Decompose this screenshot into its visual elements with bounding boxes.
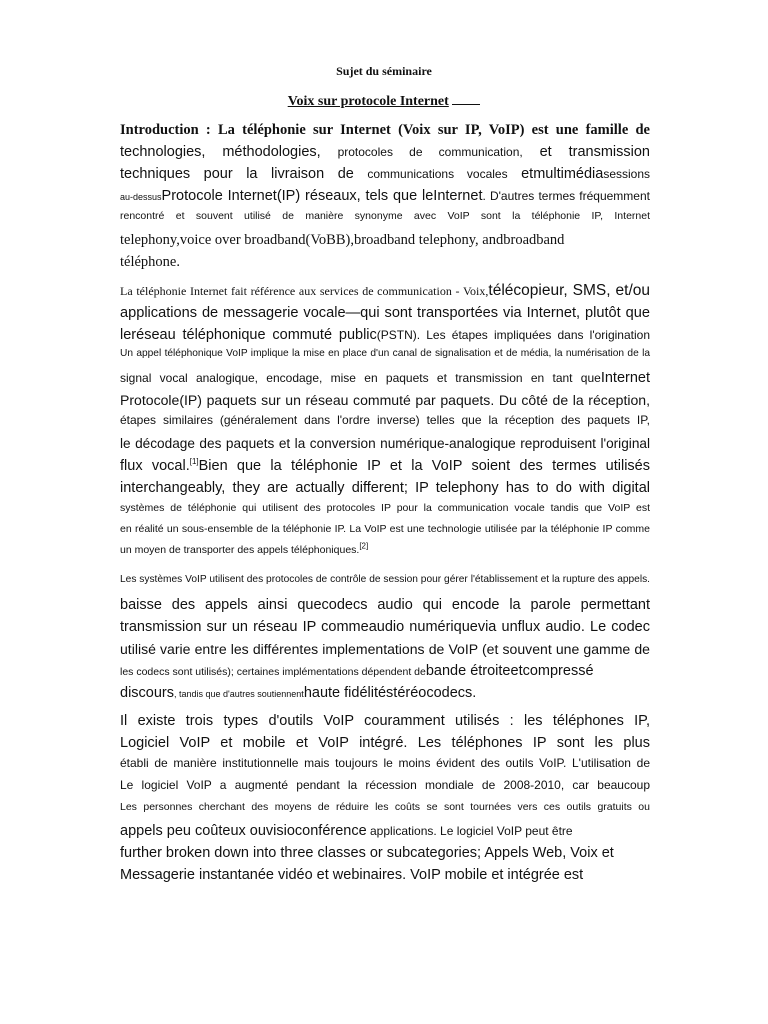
title-text: Voix sur protocole Internet: [287, 94, 449, 109]
text-line: Les systèmes VoIP utilisent des protocoles de contrôle de session pour gérer l'établissement et la rupture des appels.: [120, 574, 650, 585]
text-line: La téléphonie Internet fait référence aux services de communication - Voix,télécopieur, SMS, et/ou: [120, 282, 650, 299]
text-line: les codecs sont utilisés); certaines implémentations dépendent debande étroiteetcompressé: [120, 663, 594, 679]
text-line: signal vocal analogique, encodage, mise en paquets et transmission en tant queInternet: [120, 370, 650, 386]
text-line: baisse des appels ainsi quecodecs audio qui encode la parole permettant: [120, 597, 650, 613]
text-line: Messagerie instantanée vidéo et webinaires. VoIP mobile et intégrée est: [120, 867, 584, 883]
text-line: Il existe trois types d'outils VoIP couramment utilisés : les téléphones IP,: [120, 713, 650, 729]
text-line: flux vocal.[1]Bien que la téléphonie IP et la VoIP soient des termes utilisés: [120, 457, 650, 474]
text-line: Un appel téléphonique VoIP implique la mise en place d'un canal de signalisation et de média, la numérisation de la: [120, 348, 650, 359]
text-line: discours, tandis que d'autres soutiennenthaute fidélitéstéréocodecs.: [120, 685, 477, 701]
footnote-ref-2[interactable]: [2]: [359, 541, 369, 551]
text-line: further broken down into three classes or subcategories; Appels Web, Voix et: [120, 845, 614, 861]
seminar-subject-label: Sujet du séminaire: [336, 64, 432, 78]
document-title: [0, 92, 768, 110]
text-line: Le logiciel VoIP a augmenté pendant la récession mondiale de 2008-2010, car beaucoup: [120, 778, 650, 792]
text-line: Les personnes cherchant des moyens de réduire les coûts se sont tournées vers ces outils gratuits ou: [120, 801, 650, 813]
text-line: étapes similaires (généralement dans l'ordre inverse) telles que la réception des paquets IP,: [120, 413, 650, 427]
text-line: téléphone.: [120, 254, 180, 270]
text-line: systèmes de téléphonie qui utilisent des protocoles IP pour la communication vocale tandis que VoIP est: [120, 502, 650, 514]
text-line: le décodage des paquets et la conversion numérique-analogique reproduisent l'original: [120, 436, 650, 451]
text-line: au-dessusProtocole Internet(IP) réseaux, tels que leInternet. D'autres termes fréquemment: [120, 188, 650, 204]
text-line: Introduction : La téléphonie sur Internet (Voix sur IP, VoIP) est une famille de: [120, 122, 650, 138]
text-line: leréseau téléphonique commuté public(PSTN). Les étapes impliquées dans l'origination: [120, 327, 650, 343]
footnote-ref-1[interactable]: [1]: [189, 457, 199, 467]
text-line: établi de manière institutionnelle mais toujours le moins évident des outils VoIP. L'utilisation de: [120, 756, 650, 770]
text-line: techniques pour la livraison de communications vocales etmultimédiasessions: [120, 166, 651, 182]
text-line: utilisé varie entre les différentes implementations de VoIP (et souvent une gamme de: [120, 641, 650, 657]
text-line: en réalité un sous-ensemble de la téléphonie IP. La VoIP est une technologie utilisée par la téléphonie IP comme: [120, 523, 650, 535]
text-line: applications de messagerie vocale—qui sont transportées via Internet, plutôt que: [120, 305, 650, 321]
text-line: appels peu coûteux ouvisioconférence applications. Le logiciel VoIP peut être: [120, 823, 573, 839]
text-line: telephony,voice over broadband(VoBB),broadband telephony, andbroadband: [120, 232, 565, 248]
text-line: transmission sur un réseau IP commeaudio numériquevia unflux audio. Le codec: [120, 619, 650, 635]
text-line: un moyen de transporter des appels téléphoniques.[2]: [120, 541, 369, 556]
text-line: interchangeably, they are actually different; IP telephony has to do with digital: [120, 480, 650, 496]
text-line: Logiciel VoIP et mobile et VoIP intégré. Les téléphones IP sont les plus: [120, 735, 650, 751]
text-line: rencontré et souvent utilisé de manière synonyme avec VoIP sont la téléphonie IP, Internet: [120, 210, 650, 222]
title-underline-gap: [452, 92, 480, 105]
text-line: Protocole(IP) paquets sur un réseau commuté par paquets. Du côté de la réception,: [120, 392, 650, 408]
text-line: technologies, méthodologies, protocoles de communication, et transmission: [120, 144, 650, 160]
